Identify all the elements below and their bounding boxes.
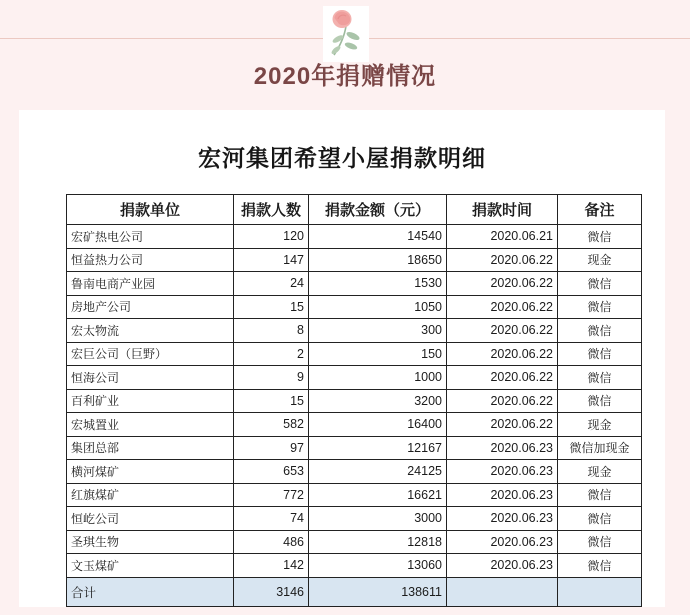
cell-remark: 现金 [558, 413, 642, 437]
cell-unit: 房地产公司 [67, 295, 234, 319]
cell-amount: 16400 [309, 413, 447, 437]
rose-flower-icon [326, 9, 366, 59]
cell-remark: 微信 [558, 319, 642, 343]
cell-unit: 红旗煤矿 [67, 483, 234, 507]
cell-unit: 宏巨公司（巨野） [67, 342, 234, 366]
cell-unit: 集团总部 [67, 436, 234, 460]
cell-people: 15 [234, 389, 309, 413]
cell-remark: 微信 [558, 342, 642, 366]
cell-date: 2020.06.23 [447, 530, 558, 554]
cell-remark: 微信 [558, 389, 642, 413]
cell-remark: 微信 [558, 483, 642, 507]
cell-unit: 宏太物流 [67, 319, 234, 343]
cell-amount: 300 [309, 319, 447, 343]
cell-people: 97 [234, 436, 309, 460]
cell-amount: 12818 [309, 530, 447, 554]
cell-amount: 1530 [309, 272, 447, 296]
flower-illustration [323, 6, 369, 62]
header-unit: 捐款单位 [67, 195, 234, 225]
total-people: 3146 [234, 577, 309, 606]
cell-remark: 微信 [558, 507, 642, 531]
total-remark [558, 577, 642, 606]
table-row [67, 413, 642, 437]
table-row [67, 295, 642, 319]
cell-people: 147 [234, 248, 309, 272]
cell-unit: 恒益热力公司 [67, 248, 234, 272]
table-row [67, 342, 642, 366]
cell-people: 120 [234, 225, 309, 249]
cell-amount: 18650 [309, 248, 447, 272]
page-title: 2020年捐赠情况 [253, 63, 437, 90]
cell-date: 2020.06.22 [447, 295, 558, 319]
header-remark: 备注 [558, 195, 642, 225]
cell-remark: 现金 [558, 248, 642, 272]
cell-date: 2020.06.23 [447, 554, 558, 578]
cell-remark: 微信 [558, 272, 642, 296]
table-title: 宏河集团希望小屋捐款明细 [198, 145, 486, 171]
total-amount: 138611 [309, 577, 447, 606]
cell-amount: 12167 [309, 436, 447, 460]
cell-people: 2 [234, 342, 309, 366]
cell-date: 2020.06.23 [447, 436, 558, 460]
cell-date: 2020.06.23 [447, 483, 558, 507]
table-row [67, 460, 642, 484]
cell-date: 2020.06.22 [447, 248, 558, 272]
cell-remark: 微信 [558, 366, 642, 390]
cell-date: 2020.06.22 [447, 366, 558, 390]
cell-unit: 横河煤矿 [67, 460, 234, 484]
total-row [67, 577, 642, 606]
cell-people: 582 [234, 413, 309, 437]
cell-people: 9 [234, 366, 309, 390]
cell-remark: 微信 [558, 554, 642, 578]
cell-people: 24 [234, 272, 309, 296]
cell-unit: 宏城置业 [67, 413, 234, 437]
table-row [67, 530, 642, 554]
cell-remark: 微信 [558, 225, 642, 249]
table-row [67, 483, 642, 507]
cell-unit: 恒屹公司 [67, 507, 234, 531]
cell-date: 2020.06.22 [447, 413, 558, 437]
cell-amount: 1050 [309, 295, 447, 319]
cell-date: 2020.06.22 [447, 319, 558, 343]
cell-people: 142 [234, 554, 309, 578]
cell-people: 772 [234, 483, 309, 507]
cell-date: 2020.06.22 [447, 389, 558, 413]
cell-unit: 圣琪生物 [67, 530, 234, 554]
cell-amount: 3200 [309, 389, 447, 413]
cell-amount: 150 [309, 342, 447, 366]
cell-date: 2020.06.23 [447, 460, 558, 484]
cell-amount: 13060 [309, 554, 447, 578]
header-decoration [0, 0, 690, 110]
cell-unit: 鲁南电商产业园 [67, 272, 234, 296]
table-row [67, 554, 642, 578]
donation-table [66, 194, 642, 607]
total-date [447, 577, 558, 606]
content-card [19, 110, 665, 607]
cell-unit: 宏矿热电公司 [67, 225, 234, 249]
cell-remark: 微信 [558, 295, 642, 319]
cell-people: 74 [234, 507, 309, 531]
cell-date: 2020.06.21 [447, 225, 558, 249]
cell-amount: 24125 [309, 460, 447, 484]
cell-unit: 文玉煤矿 [67, 554, 234, 578]
table-row [67, 436, 642, 460]
cell-people: 8 [234, 319, 309, 343]
header-date: 捐款时间 [447, 195, 558, 225]
header-amount: 捐款金额（元） [309, 195, 447, 225]
table-row [67, 389, 642, 413]
table-row [67, 366, 642, 390]
cell-people: 486 [234, 530, 309, 554]
table-row [67, 319, 642, 343]
table-row [67, 248, 642, 272]
table-header-row [67, 195, 642, 225]
cell-date: 2020.06.22 [447, 342, 558, 366]
cell-remark: 现金 [558, 460, 642, 484]
cell-remark: 微信加现金 [558, 436, 642, 460]
header-people: 捐款人数 [234, 195, 309, 225]
table-row [67, 507, 642, 531]
cell-date: 2020.06.23 [447, 507, 558, 531]
cell-date: 2020.06.22 [447, 272, 558, 296]
cell-amount: 3000 [309, 507, 447, 531]
total-label: 合计 [67, 577, 234, 606]
cell-amount: 1000 [309, 366, 447, 390]
cell-unit: 百利矿业 [67, 389, 234, 413]
cell-remark: 微信 [558, 530, 642, 554]
table-row [67, 272, 642, 296]
cell-people: 653 [234, 460, 309, 484]
cell-unit: 恒海公司 [67, 366, 234, 390]
cell-people: 15 [234, 295, 309, 319]
cell-amount: 16621 [309, 483, 447, 507]
table-row [67, 225, 642, 249]
cell-amount: 14540 [309, 225, 447, 249]
